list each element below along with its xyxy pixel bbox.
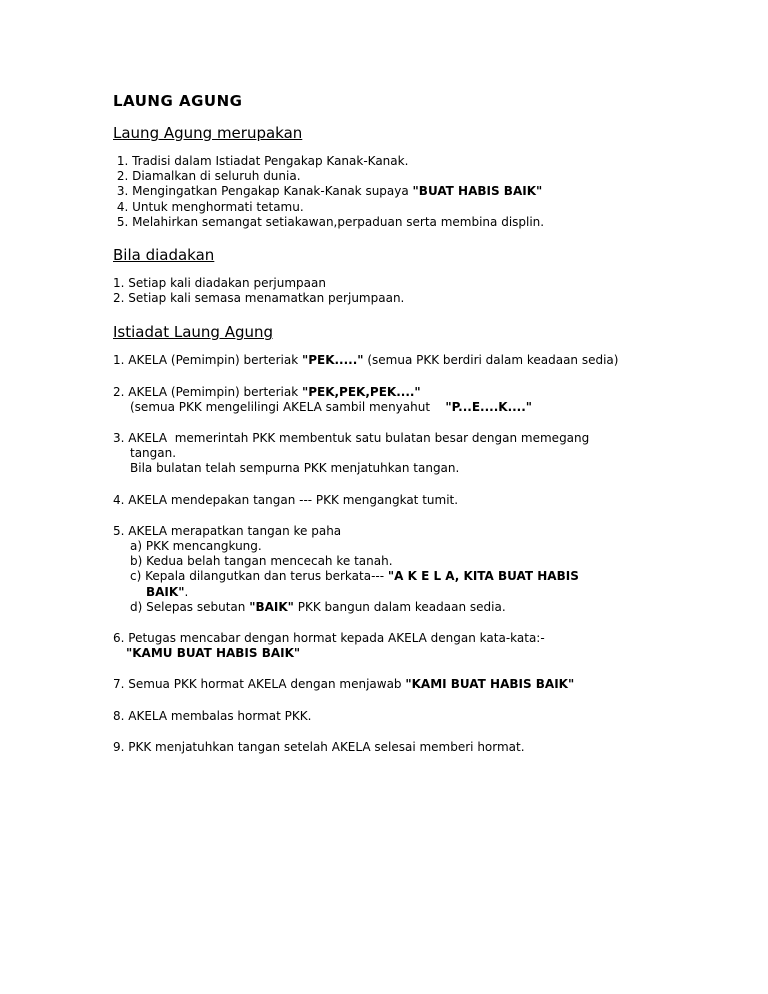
step-5d [113, 600, 733, 615]
list-item-text: 3. Mengingatkan Pengakap Kanak-Kanak supaya [113, 184, 413, 199]
bold-phrase: "PEK,PEK,PEK...." [301, 384, 421, 399]
step-5c [113, 569, 733, 584]
bold-phrase: "BAIK" [249, 599, 294, 614]
step-text: c) Kepala dilangutkan dan terus berkata--- [130, 569, 388, 584]
document-title: LAUNG AGUNG [113, 92, 243, 110]
step-text: 1. AKELA (Pemimpin) berteriak [113, 353, 302, 368]
list-item: 2. Setiap kali semasa menamatkan perjumpaan. [113, 291, 405, 306]
bold-phrase: BAIK" [146, 584, 185, 599]
step-3-continuation: tangan. [130, 446, 177, 461]
step-4: 4. AKELA mendepakan tangan --- PKK mengangkat tumit. [113, 492, 459, 507]
section-heading-istiadat-laung-agung: Istiadat Laung Agung [113, 323, 274, 342]
step-text: . [184, 584, 189, 599]
step-7 [113, 677, 733, 692]
step-3-continuation: Bila bulatan telah sempurna PKK menjatuhkan tangan. [130, 461, 460, 476]
step-2 [113, 385, 733, 400]
step-text: PKK bangun dalam keadaan sedia. [293, 599, 506, 614]
bold-phrase: "A K E L A, KITA BUAT HABIS [387, 569, 579, 584]
step-6-quote: "KAMU BUAT HABIS BAIK" [126, 646, 301, 661]
list-item [113, 184, 733, 199]
bold-phrase: "KAMI BUAT HABIS BAIK" [405, 677, 575, 692]
bold-phrase: "P...E....K...." [445, 399, 533, 414]
section-heading-laung-agung-merupakan: Laung Agung merupakan [113, 124, 303, 142]
bold-phrase: "BUAT HABIS BAIK" [412, 184, 543, 199]
step-8: 8. AKELA membalas hormat PKK. [113, 708, 312, 723]
step-text: d) Selepas sebutan [130, 599, 250, 614]
section-heading-bila-diadakan: Bila diadakan [113, 246, 215, 265]
bold-phrase: "PEK....." [301, 353, 364, 368]
list-item: 4. Untuk menghormati tetamu. [113, 199, 304, 214]
step-5b: b) Kedua belah tangan mencecah ke tanah. [130, 554, 393, 569]
list-item: 1. Setiap kali diadakan perjumpaan [113, 276, 326, 291]
list-item: 5. Melahirkan semangat setiakawan,perpaduan serta membina displin. [113, 214, 545, 229]
list-laung-agung-merupakan [113, 154, 733, 230]
step-text: (semua PKK berdiri dalam keadaan sedia) [363, 353, 619, 368]
list-istiadat [113, 353, 733, 755]
list-item: 2. Diamalkan di seluruh dunia. [113, 169, 301, 184]
step-5a: a) PKK mencangkung. [130, 539, 262, 554]
step-5c-continuation [113, 585, 733, 600]
step-3: 3. AKELA memerintah PKK membentuk satu bulatan besar dengan memegang [113, 431, 590, 446]
step-9: 9. PKK menjatuhkan tangan setelah AKELA selesai memberi hormat. [113, 739, 525, 754]
step-text: 2. AKELA (Pemimpin) berteriak [113, 384, 302, 399]
list-bila-diadakan [113, 276, 733, 306]
step-5: 5. AKELA merapatkan tangan ke paha [113, 523, 342, 538]
step-1 [113, 353, 733, 368]
step-text: 7. Semua PKK hormat AKELA dengan menjawab [113, 677, 406, 692]
list-item: 1. Tradisi dalam Istiadat Pengakap Kanak-Kanak. [113, 154, 409, 168]
step-6: 6. Petugas mencabar dengan hormat kepada AKELA dengan kata-kata:- [113, 631, 545, 646]
step-text: (semua PKK mengelilingi AKELA sambil menyahut [130, 399, 446, 414]
document-page [113, 92, 733, 755]
step-2-continuation [113, 400, 733, 415]
